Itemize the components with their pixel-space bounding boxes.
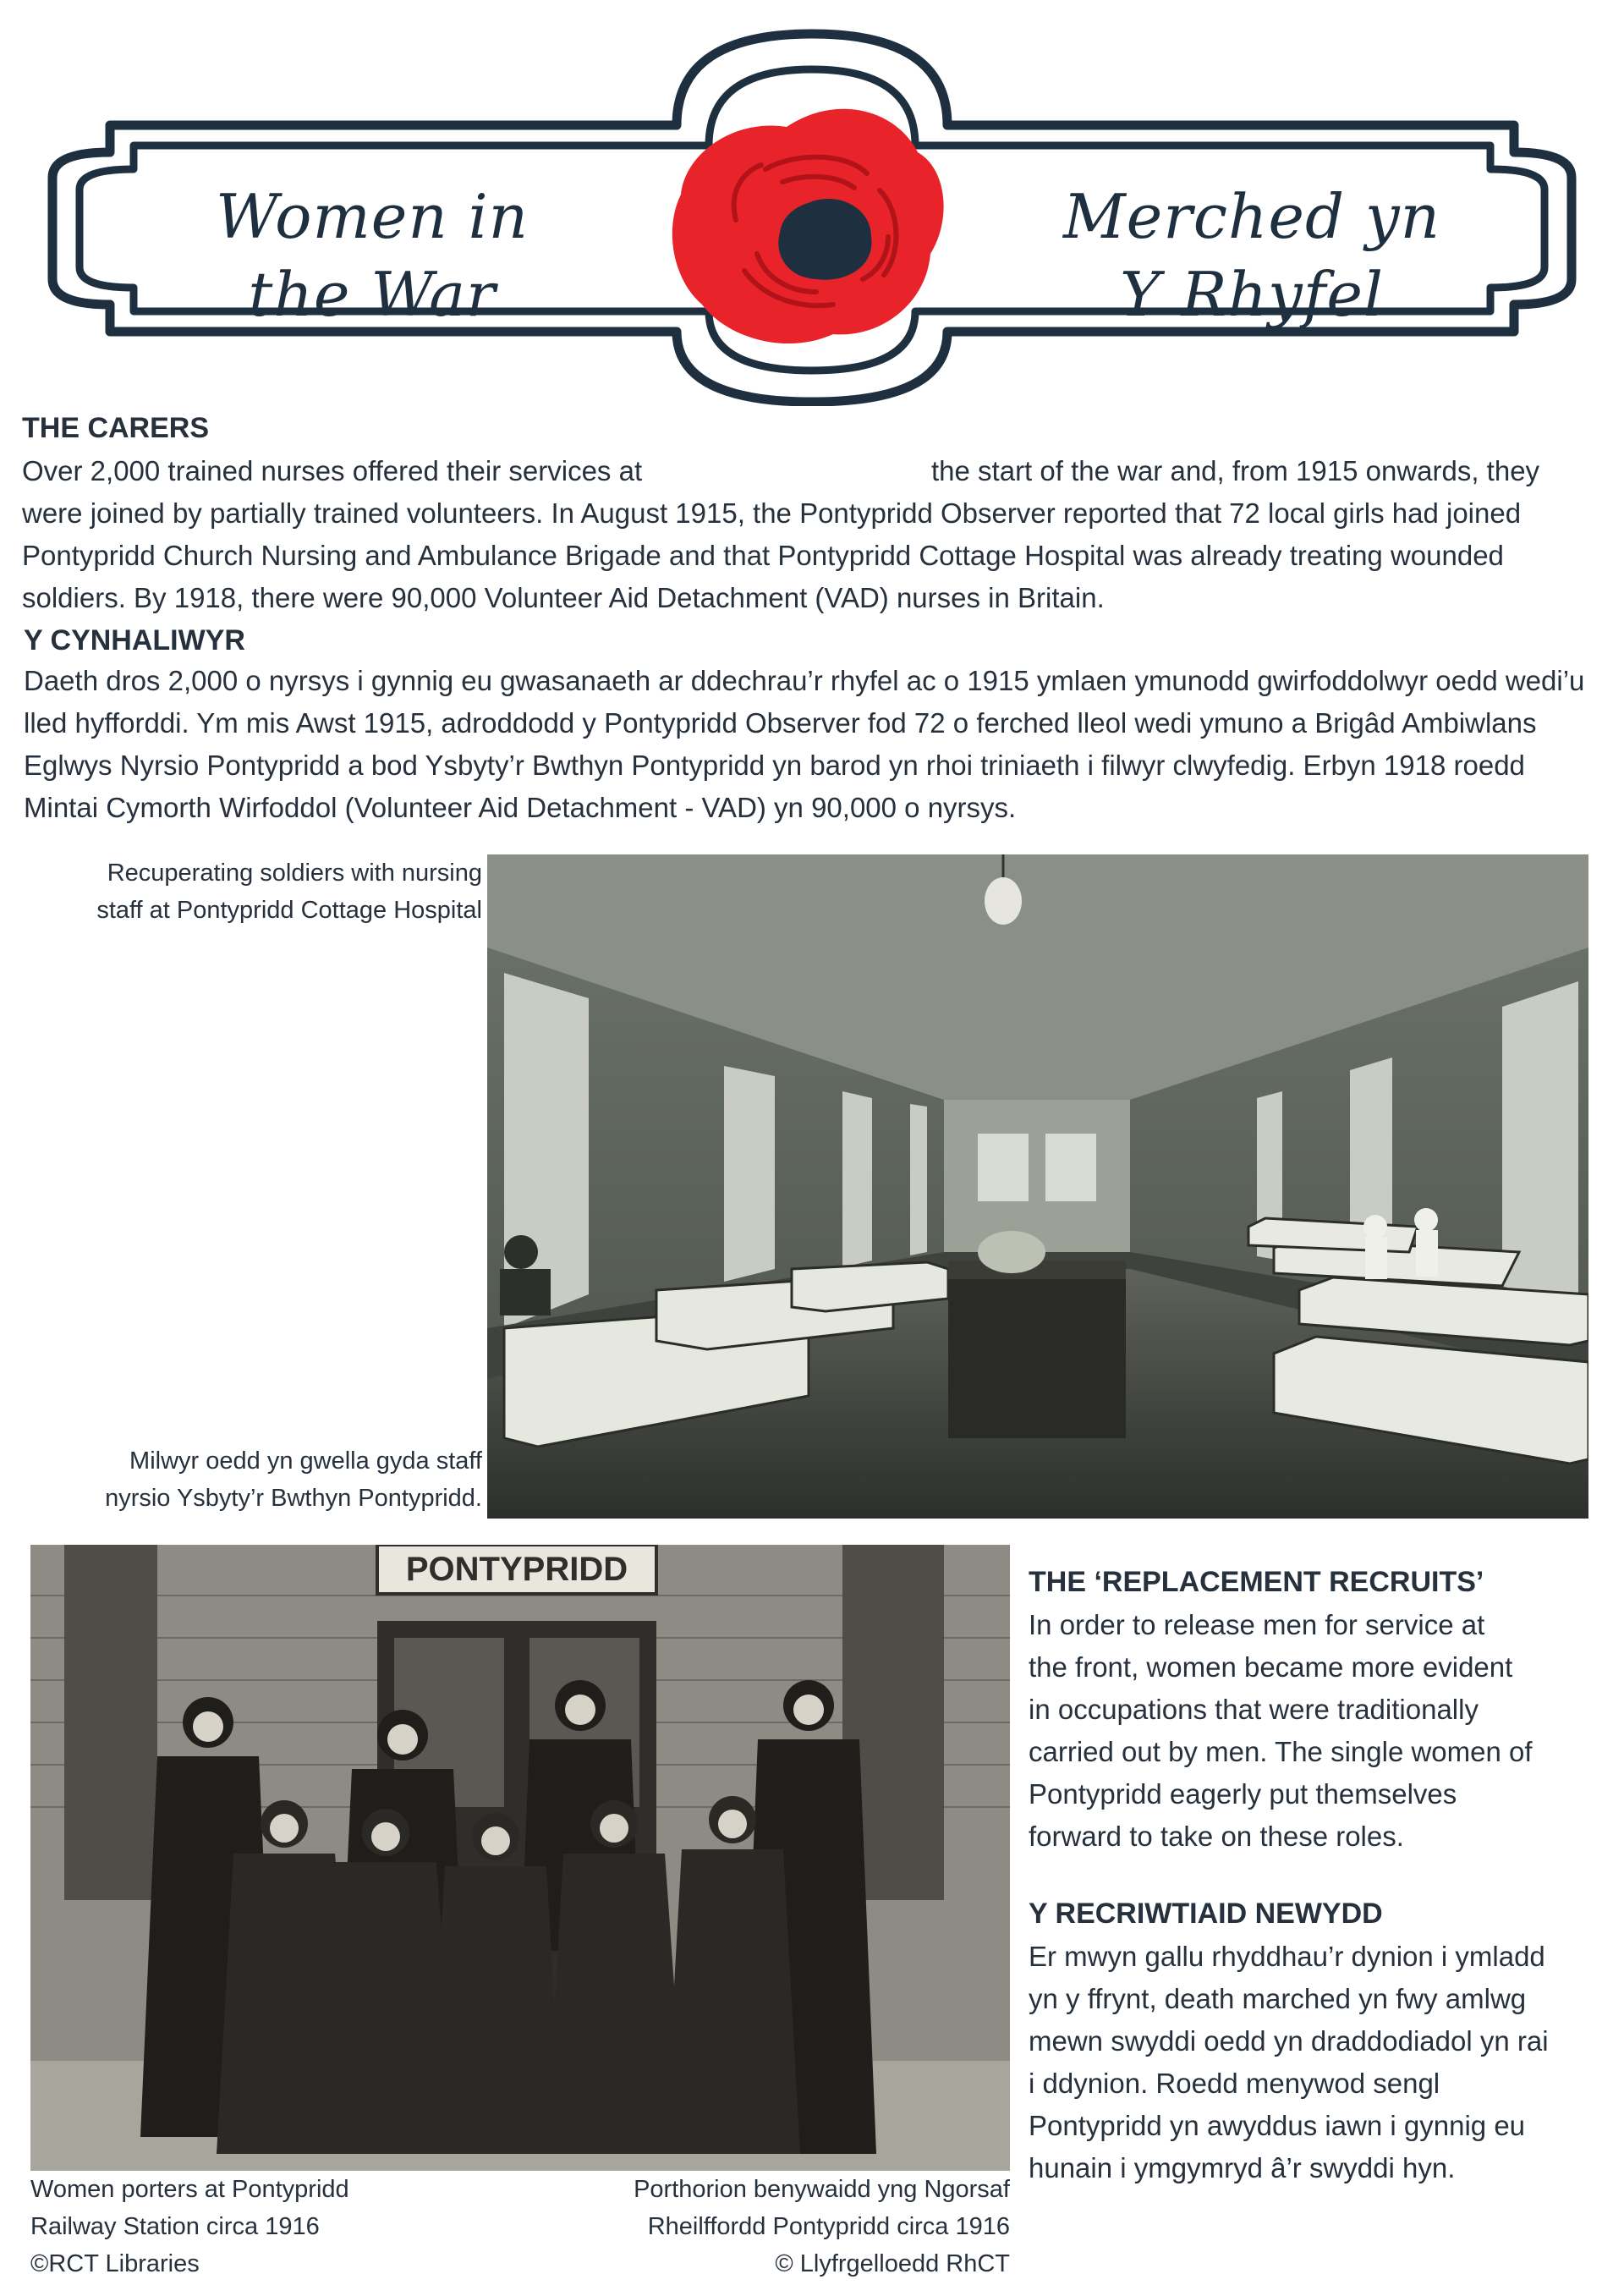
carers-body-welsh: Daeth dros 2,000 o nyrsys i gynnig eu gwasanaeth ar ddechrau’r rhyfel ac o 1915 ymlaen ymunodd gwirfoddolwyr oedd wedi’u lled hyfforddi. Ym mis Awst 1915, adroddodd y Pontypridd Observer fod 72 o ferched lleol wedi ymuno a Brigâd Ambiwlans Eglwys Nyrsio Pontypridd a bod Ysbyty’r Bwthyn Pontypridd yn barod yn rhoi triniaeth i filwyr clwyfedig. Erbyn 1918 roedd Mintai Cymorth Wirfoddol (Volunteer Aid Detachment - VAD) yn 90,000 o nyrsys. [24, 665, 1585, 823]
porters-caption-english-line2: Railway Station circa 1916 [30, 2213, 320, 2240]
hospital-caption-welsh-line1: Milwyr oedd yn gwella gyda staff [129, 1447, 482, 1475]
recruits-line: forward to take on these roles. [1029, 1821, 1404, 1852]
recruits-body [1029, 1604, 1612, 1858]
recruits-heading-welsh: Y RECRIWTIAID NEWYDD [1029, 1898, 1383, 1930]
porters-caption-welsh [508, 2171, 1010, 2282]
recruits-line: the front, women became more evident [1029, 1651, 1513, 1683]
recruits-body-welsh [1029, 1936, 1612, 2189]
recruits-line-welsh: mewn swyddi oedd yn draddodiadol yn rai [1029, 2025, 1549, 2057]
carers-body: were joined by partially trained volunteers. In August 1915, the Pontypridd Observer reported that 72 local girls had joined Pontypridd Church Nursing and Ambulance Brigade and that Pontypridd Cottage Hospital was already treating wounded soldiers. By 1918, there were 90,000 Volunteer Aid Detachment (VAD) nurses in Britain. [22, 497, 1522, 613]
recruits-heading: THE ‘REPLACEMENT RECRUITS’ [1029, 1566, 1484, 1598]
title-english-line1: Women in [215, 181, 529, 252]
hospital-caption-welsh [17, 1442, 482, 1517]
carers-body-line1-a: Over 2,000 trained nurses offered their services at [22, 455, 643, 486]
recruits-line-welsh: Pontypridd yn awyddus iawn i gynnig eu [1029, 2110, 1526, 2141]
hospital-caption-welsh-line2: nyrsio Ysbyty’r Bwthyn Pontypridd. [105, 1485, 482, 1512]
recruits-line: Pontypridd eagerly put themselves [1029, 1778, 1457, 1810]
hospital-caption-english-line1: Recuperating soldiers with nursing [107, 860, 482, 887]
hospital-ward-photo [487, 854, 1588, 1519]
porters-caption-english-line1: Women porters at Pontypridd [30, 2176, 349, 2203]
recruits-line-welsh: Er mwyn gallu rhyddhau’r dynion i ymladd [1029, 1941, 1545, 1972]
recruits-line: carried out by men. The single women of [1029, 1736, 1533, 1767]
porters-caption-welsh-line3: © Llyfrgelloedd RhCT [775, 2250, 1010, 2277]
recruits-line: In order to release men for service at [1029, 1609, 1485, 1640]
title-english-line2: the War [248, 259, 497, 330]
carers-body-line1 [22, 450, 1604, 492]
porters-caption-english [30, 2171, 504, 2282]
hospital-caption-english-line2: staff at Pontypridd Cottage Hospital [96, 897, 482, 924]
hospital-caption-english [17, 854, 482, 929]
porters-photo [30, 1545, 1010, 2171]
carers-heading-welsh: Y CYNHALIWYR [24, 624, 245, 656]
poppy-icon [672, 109, 944, 343]
recruits-line-welsh: yn y ffrynt, death marched yn fwy amlwg [1029, 1983, 1527, 2014]
title-english [186, 178, 558, 333]
title-welsh-line1: Merched yn [1062, 181, 1441, 252]
carers-heading: THE CARERS [22, 412, 210, 444]
porters-caption-welsh-line1: Porthorion benywaidd yng Ngorsaf [634, 2176, 1010, 2203]
porters-caption-english-line3: ©RCT Libraries [30, 2250, 200, 2277]
title-welsh-line2: Y Rhyfel [1120, 259, 1384, 330]
recruits-line: in occupations that were traditionally [1029, 1694, 1479, 1725]
porters-sign-text: PONTYPRIDD [405, 1551, 628, 1588]
title-banner [0, 0, 1624, 406]
carers-body-line1-b: the start of the war and, from 1915 onwards, they [931, 455, 1540, 486]
porters-caption-welsh-line2: Rheilffordd Pontypridd circa 1916 [647, 2213, 1010, 2240]
title-welsh [1049, 178, 1455, 333]
recruits-line-welsh: hunain i ymgymryd â’r swyddi hyn. [1029, 2152, 1456, 2183]
recruits-line-welsh: i ddynion. Roedd menywod sengl [1029, 2068, 1440, 2099]
